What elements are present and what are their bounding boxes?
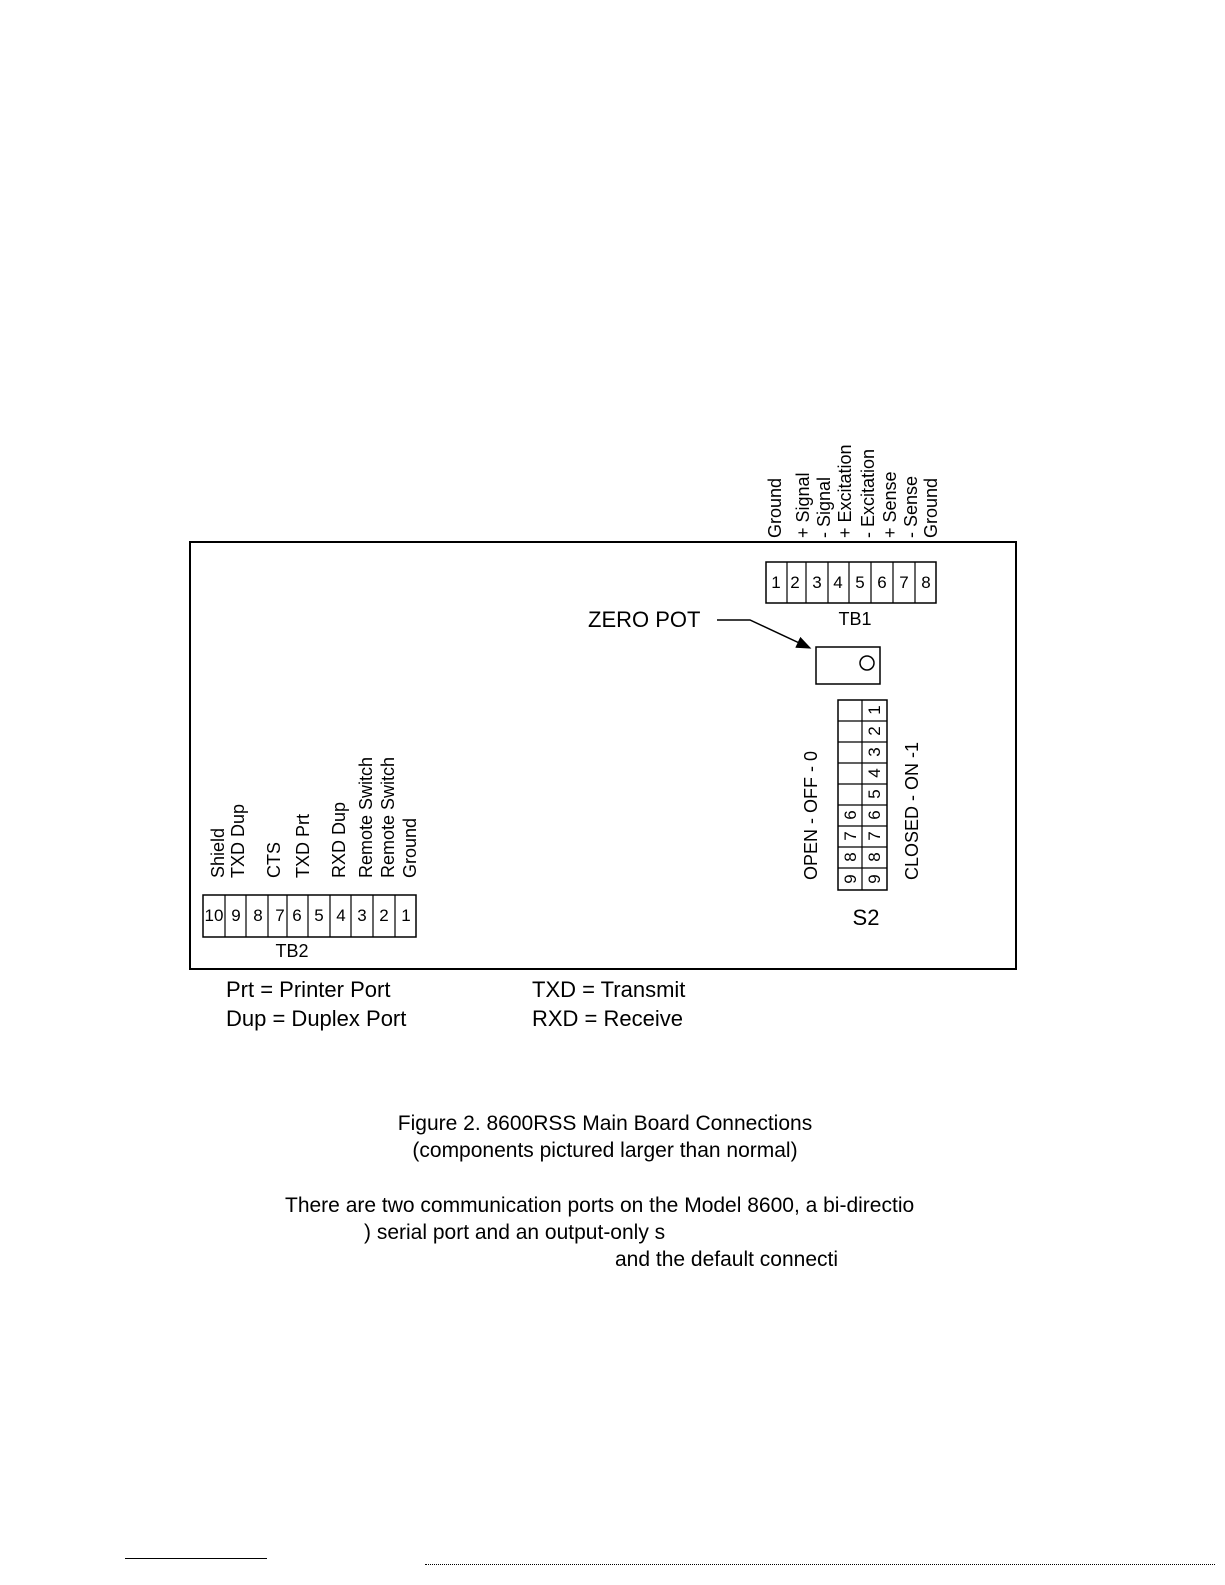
s2-name: S2 (852, 905, 880, 930)
zero-pot-label: ZERO POT (588, 607, 701, 632)
tb2-name: TB2 (275, 941, 309, 961)
tb2-pin: 5 (314, 906, 324, 925)
s2-left-digit: 8 (841, 852, 860, 862)
tb2-pin: 10 (204, 906, 224, 925)
tb1-label: + Sense (880, 471, 900, 538)
tb1-terminal-block (766, 562, 936, 629)
tb2-pin: 9 (231, 906, 241, 925)
tb1-pin: 3 (812, 573, 822, 592)
tb2-label: TXD Prt (293, 813, 313, 878)
body-text-line: ) serial port and an output-only s (364, 1221, 666, 1244)
tb1-pin: 5 (855, 573, 865, 592)
footer-rule (425, 1564, 1215, 1565)
s2-right-digit: 8 (865, 852, 884, 862)
s2-open-label: OPEN - OFF - 0 (801, 750, 821, 880)
legend-dup: Dup = Duplex Port (226, 1006, 407, 1031)
s2-right-digit: 9 (865, 874, 884, 884)
zero-pot-knob (860, 656, 874, 670)
tb1-label: Ground (765, 477, 785, 538)
legend-prt: Prt = Printer Port (226, 977, 391, 1002)
s2-right-digit: 2 (865, 726, 884, 736)
tb2-label: RXD Dup (329, 801, 349, 878)
tb1-label: + Excitation (835, 444, 855, 538)
s2-switch (801, 700, 922, 930)
s2-left-digit: 9 (841, 874, 860, 884)
s2-right-digit: 3 (865, 747, 884, 757)
tb1-pin: 8 (921, 573, 931, 592)
tb2-pin: 3 (357, 906, 367, 925)
tb2-label: Shield (208, 827, 228, 878)
tb1-labels (765, 444, 941, 538)
tb2-label: Remote Switch (378, 756, 398, 878)
tb2-label: Ground (400, 817, 420, 878)
tb2-label: Remote Switch (356, 756, 376, 878)
s2-closed-label: CLOSED - ON -1 (902, 741, 922, 880)
tb1-pin: 1 (771, 573, 781, 592)
tb1-label: Ground (921, 477, 941, 538)
tb2-label: CTS (264, 842, 284, 878)
legend-rxd: RXD = Receive (532, 1006, 684, 1031)
tb1-label: - Excitation (858, 448, 878, 538)
body-text-line: and the default connecti (615, 1248, 839, 1271)
zero-pot-body (816, 647, 880, 684)
s2-right-digit: 5 (865, 789, 884, 799)
tb2-pin: 2 (379, 906, 389, 925)
tb2-pin: 1 (401, 906, 411, 925)
tb1-pin: 2 (790, 573, 800, 592)
s2-left-digit: 6 (841, 810, 860, 820)
tb1-label: - Sense (901, 475, 921, 538)
s2-right-digit: 1 (865, 705, 884, 715)
tb2-pin: 7 (275, 906, 285, 925)
s2-right-digit: 4 (865, 768, 884, 778)
tb2-terminal-block (203, 895, 416, 961)
s2-left-digit: 7 (841, 831, 860, 841)
tb2-label: TXD Dup (228, 803, 248, 878)
figure-caption: Figure 2. 8600RSS Main Board Connections (397, 1112, 813, 1135)
tb1-label: - Signal (814, 476, 834, 538)
tb1-pin: 7 (899, 573, 909, 592)
tb1-pin: 4 (833, 573, 843, 592)
tb2-pin: 6 (292, 906, 302, 925)
legend-txd: TXD = Transmit (532, 977, 686, 1002)
zero-pot (588, 607, 880, 684)
figure-caption-note: (components pictured larger than normal) (412, 1139, 798, 1162)
tb1-name: TB1 (838, 609, 872, 629)
tb2-labels (208, 757, 420, 878)
tb1-label: + Signal (793, 472, 813, 538)
body-text-line: There are two communication ports on the Model 8600, a bi-directio (285, 1194, 915, 1217)
s2-right-digit: 6 (865, 810, 884, 820)
tb2-pin: 4 (336, 906, 346, 925)
s2-right-digit: 7 (865, 831, 884, 841)
tb2-pin: 8 (253, 906, 263, 925)
zero-pot-arrow (717, 620, 810, 648)
tb1-pin: 6 (877, 573, 887, 592)
footer-rule (125, 1558, 267, 1559)
